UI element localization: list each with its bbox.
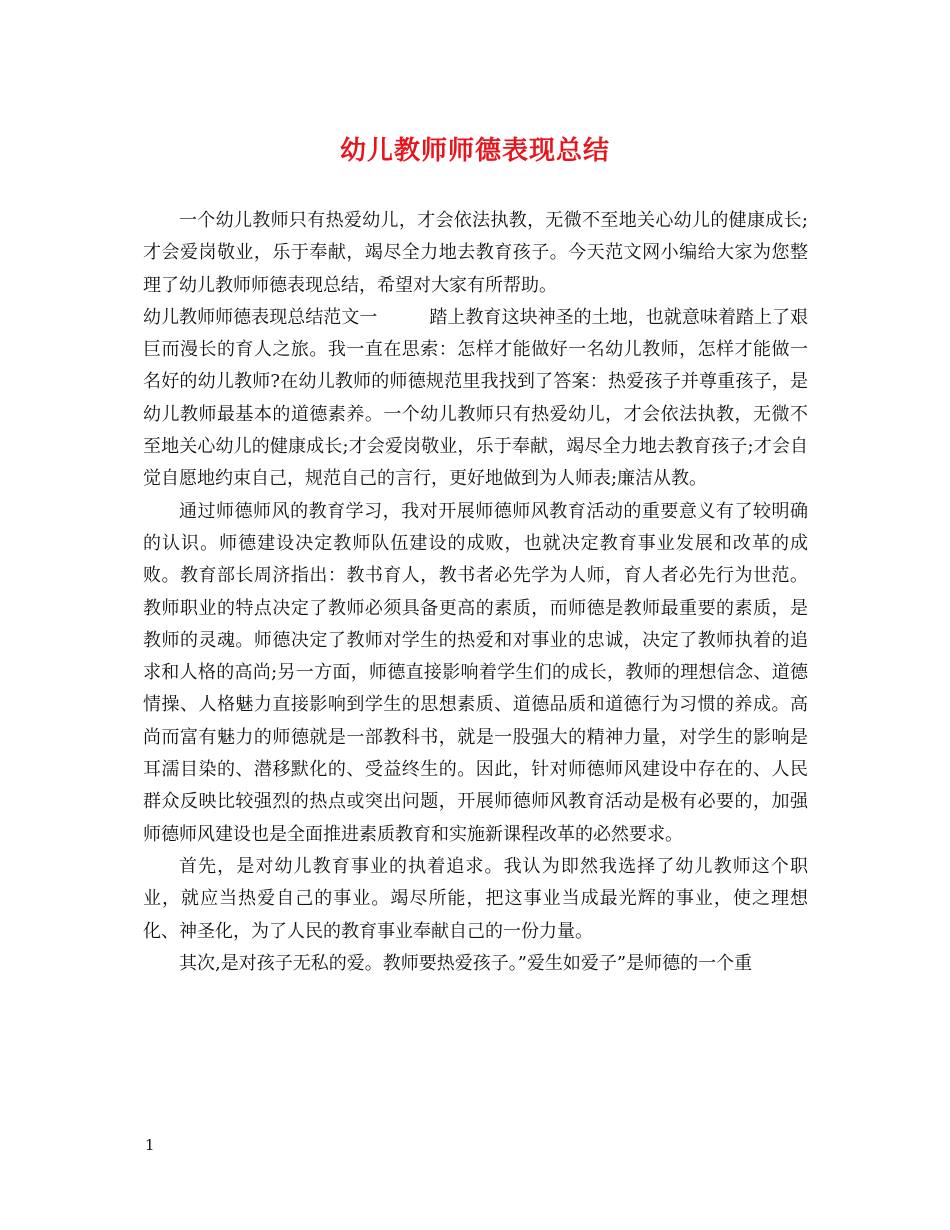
section-heading: 幼儿教师师德表现总结范文一 bbox=[143, 306, 378, 328]
paragraph-2: 通过师德师风的教育学习，我对开展师德师风教育活动的重要意义有了较明确的认识。师德建设决定教师队伍建设的成败，也就决定教育事业发展和改革的成败。教育部长周济指出：教书育人，教书者必先学为人师，育人者必先行为世范。教师职业的特点决定了教师必须具备更高的素质，而师德是教师最重要的素质，是教师的灵魂。师德决定了教师对学生的热爱和对事业的忠诚，决定了教师执着的追求和人格的高尚;另一方面，师德直接影响着学生们的成长，教师的理想信念、道德情操、人格魅力直接影响到学生的思想素质、道德品质和道德行为习惯的养成。高尚而富有魅力的师德就是一部教科书，就是一股强大的精神力量，对学生的影响是耳濡目染的、潜移默化的、受益终生的。因此，针对师德师风建设中存在的、人民群众反映比较强烈的热点或突出问题，开展师德师风教育活动是极有必要的，加强师德师风建设也是全面推进素质教育和实施新课程改革的必然要求。 bbox=[143, 500, 808, 845]
section-paragraph bbox=[143, 302, 808, 496]
paragraph-3: 首先，是对幼儿教育事业的执着追求。我认为即然我选择了幼儿教师这个职业，就应当热爱自己的事业。竭尽所能，把这事业当成最光辉的事业，使之理想化、神圣化，为了人民的教育事业奉献自己的一份力量。 bbox=[143, 855, 808, 942]
document-title: 幼儿教师师德表现总结 bbox=[339, 136, 610, 166]
paragraph-4: 其次,是对孩子无私的爱。教师要热爱孩子。”爱生如爱子”是师德的一个重 bbox=[179, 952, 753, 974]
intro-paragraph: 一个幼儿教师只有热爱幼儿，才会依法执教，无微不至地关心幼儿的健康成长;才会爱岗敬业，乐于奉献，竭尽全力地去教育孩子。今天范文网小编给大家为您整理了幼儿教师师德表现总结，希望对大家有所帮助。 bbox=[143, 210, 808, 296]
page-number: 1 bbox=[145, 1136, 155, 1154]
section-first-paragraph: 踏上教育这块神圣的土地，也就意味着踏上了艰巨而漫长的育人之旅。我一直在思索：怎样才能做好一名幼儿教师，怎样才能做一名好的幼儿教师?在幼儿教师的师德规范里我找到了答案：热爱孩子并尊重孩子，是幼儿教师最基本的道德素养。一个幼儿教师只有热爱幼儿，才会依法执教，无微不至地关心幼儿的健康成长;才会爱岗敬业，乐于奉献，竭尽全力地去教育孩子;才会自觉自愿地约束自己，规范自己的言行，更好地做到为人师表;廉洁从教。 bbox=[143, 306, 809, 490]
document-body bbox=[143, 205, 808, 980]
